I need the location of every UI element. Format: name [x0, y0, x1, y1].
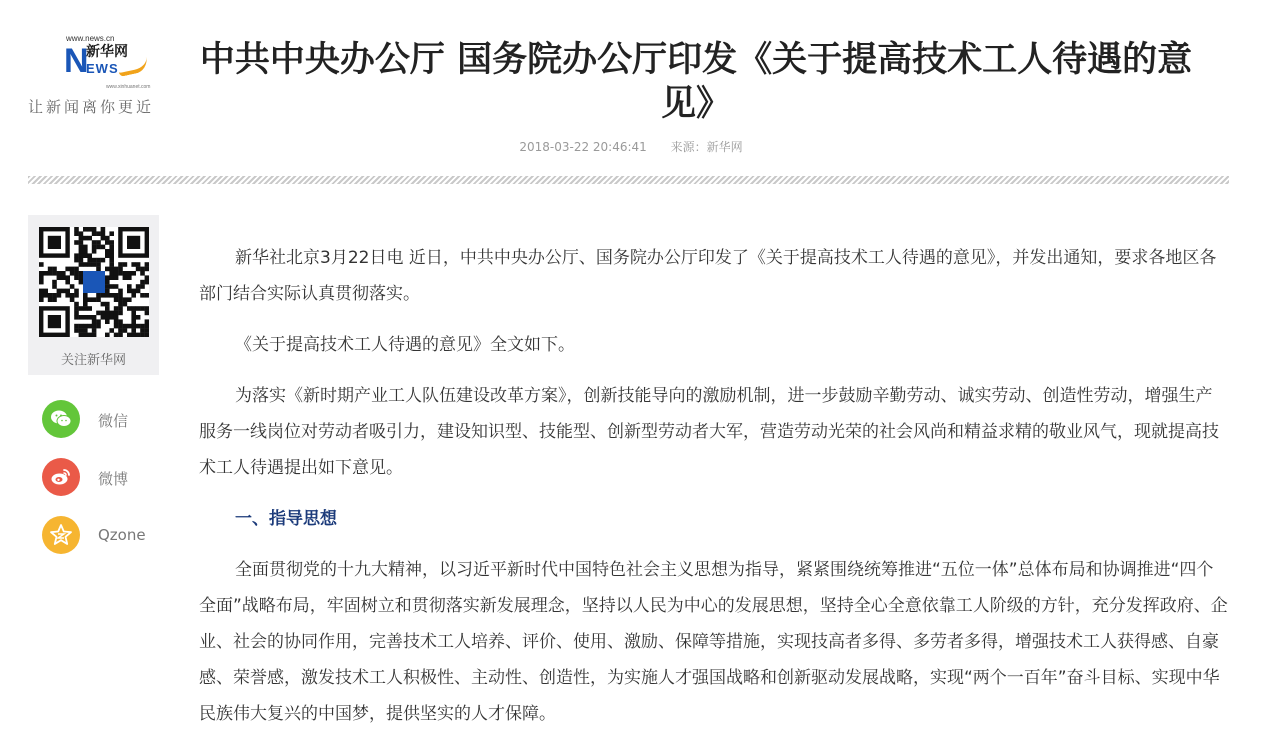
share-qzone-label: Qzone: [98, 526, 146, 544]
share-qzone-button[interactable]: [42, 516, 162, 556]
article-paragraph: 新华社北京3月22日电 近日，中共中央办公厅、国务院办公厅印发了《关于提高技术工人待遇的意见》，并发出通知，要求各地区各部门结合实际认真贯彻落实。: [199, 248, 1217, 304]
article-paragraph: 《关于提高技术工人待遇的意见》全文如下。: [235, 335, 575, 355]
article-date: 2018-03-22 20:46:41: [519, 140, 647, 154]
article-meta: [0, 138, 1262, 155]
qr-label: 关注新华网: [60, 353, 126, 368]
share-weibo-label: 微博: [98, 470, 129, 488]
logo-url: www.news.cn: [66, 34, 115, 43]
xinhua-logo-mark: [64, 42, 151, 90]
weibo-icon: [42, 458, 80, 496]
share-weibo-button[interactable]: [42, 458, 162, 498]
article-paragraph: 全面贯彻党的十九大精神，以习近平新时代中国特色社会主义思想为指导，紧紧围绕统筹推进“五位一体”总体布局和协调推进“四个全面”战略布局，牢固树立和贯彻落实新发展理念，坚持以人民为中心的发展思想，坚持全心全意依靠工人阶级的方针，充分发挥政府、企业、社会的协同作用，完善技术工人培养、评价、使用、激励、保障等措施，实现技高者多得、多劳者多得，增强技术工人获得感、自豪感、荣誉感，激发技术工人积极性、主动性、创造性，为实施人才强国战略和创新驱动发展战略，实现“两个一百年”奋斗目标、实现中华民族伟大复兴的中国梦，提供坚实的人才保障。: [199, 560, 1228, 724]
section-heading: 一、指导思想: [235, 509, 337, 529]
share-wechat-label: 微信: [98, 412, 129, 430]
qzone-icon: [42, 516, 80, 554]
article-source: 来源：新华网: [670, 140, 743, 154]
site-logo[interactable]: [28, 32, 168, 118]
qr-code-icon: [39, 227, 149, 337]
article-paragraph: 为落实《新时期产业工人队伍建设改革方案》，创新技能导向的激励机制，进一步鼓励辛勤劳动、诚实劳动、创造性劳动，增强生产服务一线岗位对劳动者吸引力，建设知识型、技能型、创新型劳动者大军，营造劳动光荣的社会风尚和精益求精的敬业风气，现就提高技术工人待遇提出如下意见。: [199, 386, 1219, 478]
qr-follow-box: [28, 215, 159, 375]
logo-letters-ews: EWS: [86, 61, 119, 76]
article-body: [199, 240, 1229, 746]
wechat-icon: [42, 400, 80, 438]
logo-swoosh-icon: [117, 57, 149, 77]
logo-chinese-name: 新华网: [86, 44, 128, 60]
share-wechat-button[interactable]: [42, 400, 162, 440]
header-divider: [28, 176, 1229, 184]
article-title: 中共中央办公厅 国务院办公厅印发《关于提高技术工人待遇的意见》: [199, 40, 1193, 124]
logo-sub-url: www.xinhuanet.com: [106, 84, 151, 90]
logo-letter-n: N: [64, 42, 89, 80]
site-slogan: 让新闻离你更近: [28, 98, 155, 116]
